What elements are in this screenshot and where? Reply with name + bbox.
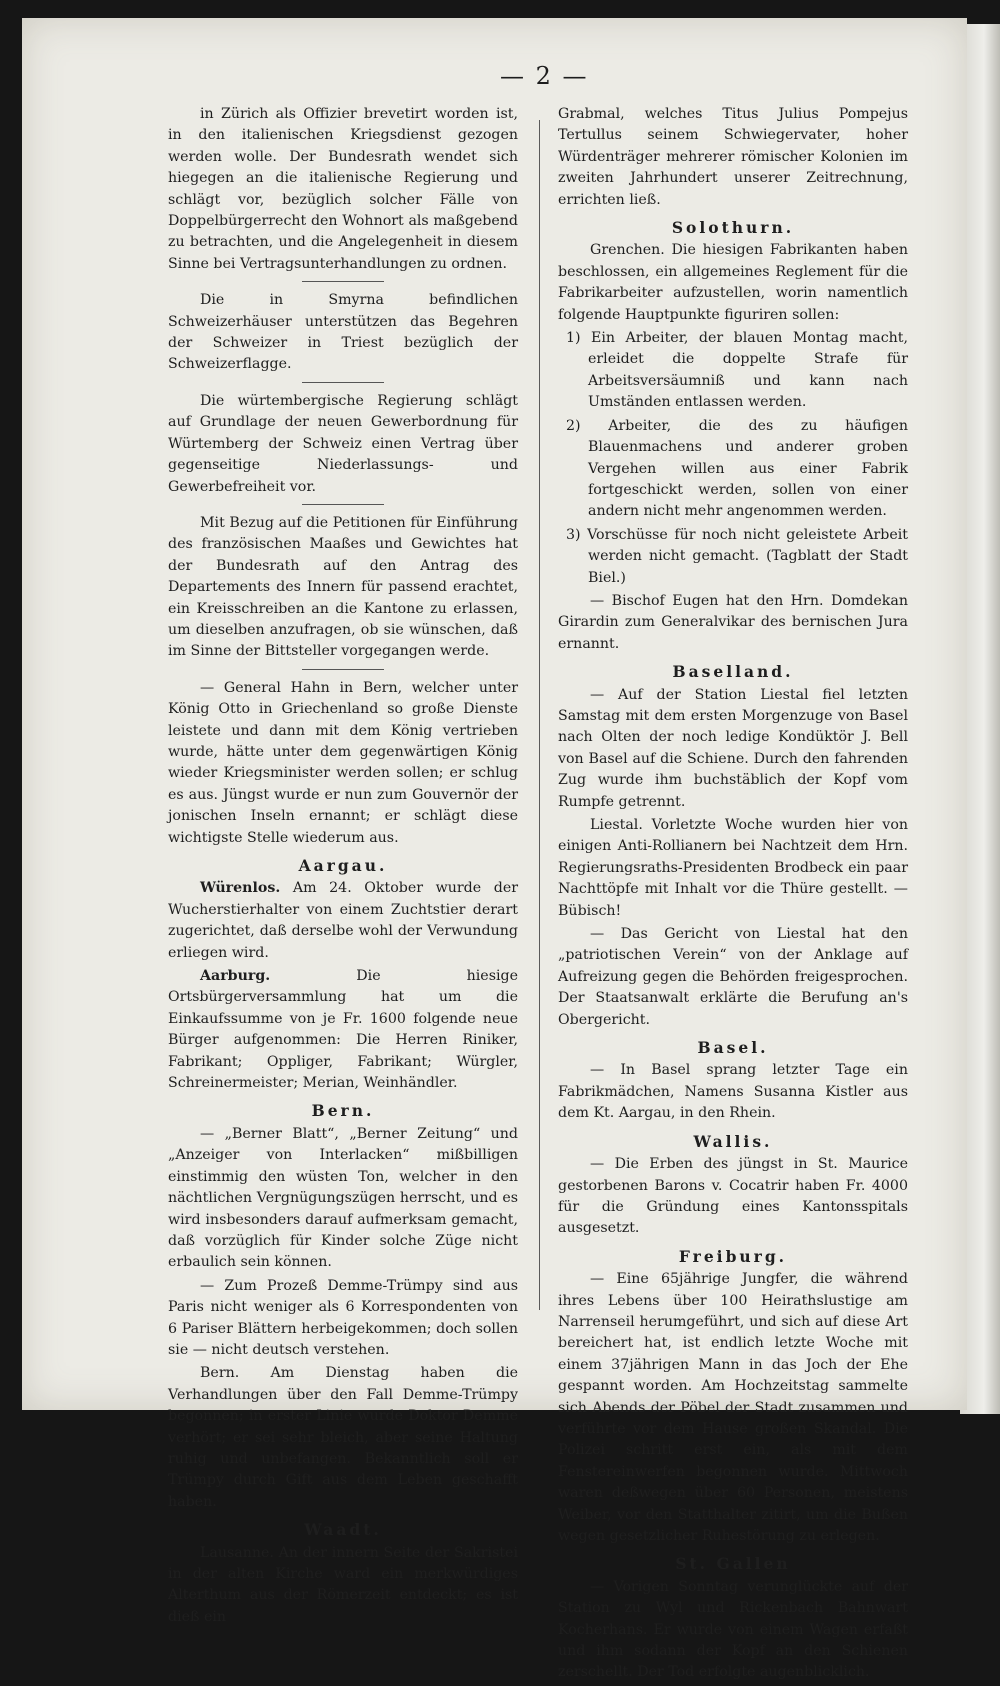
section-separator [302,504,384,505]
article-paragraph: Lausanne. An der innern Seite der Sakristei in der alten Kirche ward ein merkwürdiges Alterthum aus der Römerzeit entdeckt; es ist dieß ein [168,1544,518,1625]
article-paragraph: — Auf der Station Liestal fiel letzten Samstag mit dem ersten Morgenzuge von Basel nach Olten der noch ledige Kondüktör J. Bell von Basel auf die Schiene. Durch den fahrenden Zug wurde ihm buchstäblich der Kopf vom Rumpfe getrennt. [558,686,908,810]
article-paragraph [168,878,518,964]
dateline: Aarburg. [200,968,271,985]
article-paragraph [168,966,518,1094]
article-paragraph: in Zürich als Offizier brevetirt worden ist, in den italienischen Kriegsdienst gezogen werden wolle. Der Bundesrath wendet sich hiegegen an die italienische Regierung und schlägt vor, bezüglich solcher Fälle von Doppelbürgerrecht den Wohnort als maßgebend zu betrachten, und die Angelegenheit in diesem Sinne bei Vertragsunterhandlungen zu ordnen. [168,106,518,272]
article-paragraph: — Die Erben des jüngst in St. Maurice gestorbenen Barons v. Cocatrir haben Fr. 4000 für die Gründung eines Kantonsspitals ausgesetzt. [558,1156,908,1237]
article-text: Die hiesige Ortsbürgerversammlung hat um die Einkaufssumme von je Fr. 1600 folgende neue Bürger aufgenommen: Die Herren Riniker, Fabrikant; Oppliger, Fabrikant; Würgler, Schreinermeister; Merian, Weinhändler. [168,968,518,1092]
article-paragraph: Die würtembergische Regierung schlägt auf Grundlage der neuen Gewerbordnung für Würtemberg der Schweiz einen Vertrag über gegenseitige Niederlassungs- und Gewerbefreiheit vor. [168,392,518,495]
list-item: 1) Ein Arbeiter, der blauen Montag macht, erleidet die doppelte Strafe für Arbeitsversäumniß und kann nach Umständen entlassen werden. [566,330,908,411]
article-paragraph: — Eine 65jährige Jungfer, die während ihres Lebens über 100 Heirathslustige am Narrenseil herumgeführt, und sich auf diese Art bereichert hat, ist endlich letzte Woche mit einem 37jährigen Mann in das Joch der Ehe gespannt worden. Am Hochzeitstag sammelte sich Abends der Pöbel der Stadt zusammen und verführte vor dem Hause großen Skandal. Die Polizei schritt erst ein, als mit dem Fenstereinwerfen begonnen wurde. Mittwoch waren deßwegen über 60 Personen, meistens Weiber, vor den Statthalter zitirt, um die Bußen wegen gesetzlicher Ruhestörung zu erlegen. [558,1271,908,1544]
section-heading: Freiburg. [678,1246,788,1266]
section-heading: Wallis. [693,1131,773,1151]
section-separator [302,281,384,282]
article-text: Am 24. Oktober wurde der Wucherstierhalter von einem Zuchtstier derart zugerichtet, daß derselbe wohl der Verwundung erliegen wird. [168,880,518,961]
dateline: Würenlos. [200,880,281,897]
section-heading: Bern. [311,1101,375,1121]
article-paragraph: Grabmal, welches Titus Julius Pompejus Tertullus seinem Schwiegervater, hoher Würdenträger mehrerer römischer Kolonien im zweiten Jahrhundert unserer Zeitrechnung, errichten ließ. [558,106,908,208]
page-number: — 2 — [500,62,589,90]
article-paragraph: — Das Gericht von Liestal hat den „patriotischen Verein“ von der Anklage auf Aufreizung gegen die Behörden freigesprochen. Der Staatsanwalt erklärte die Berufung an's Obergericht. [558,926,908,1028]
section-heading: Baselland. [672,662,794,682]
article-paragraph: Mit Bezug auf die Petitionen für Einführung des französischen Maaßes und Gewichtes hat der Bundesrath auf den Antrag des Departements des Innern für passend erachtet, ein Kreisschreiben an die Kantone zu erlassen, um dieselben anzufragen, ob sie wünschen, daß im Sinne der Bittsteller vorgegangen werde. [168,514,518,660]
right-column [558,104,908,1686]
list-item: 2) Arbeiter, die des zu häufigen Blauenmachens und anderer groben Vergehen willen aus einer Fabrik fortgeschickt werden, sollen von einer andern nicht mehr angenommen werden. [566,417,908,520]
left-column [168,104,518,1630]
article-paragraph: — Vorigen Sonntag verunglückte auf der Station zu Wyl und Rickenbach Bahnwart Kocherhans. Er wurde von einem Wagen erfaßt und ihm sodann der Kopf an den Schienen zerschellt. Der Tod erfolgte augenblicklich. [558,1578,908,1681]
list-item: 3) Vorschüsse für noch nicht geleistete Arbeit werden nicht gemacht. (Tagblatt der Stadt Biel.) [566,526,908,586]
article-paragraph: Grenchen. Die hiesigen Fabrikanten haben beschlossen, ein allgemeines Reglement für die Fabrikarbeiter aufzustellen, worin namentlich folgende Hauptpunkte figuriren sollen: [558,242,908,323]
article-paragraph: Die in Smyrna befindlichen Schweizerhäuser unterstützen das Begehren der Schweizer in Triest bezüglich der Schweizerflagge. [168,292,518,373]
section-separator [302,669,384,670]
section-heading: Basel. [697,1038,769,1058]
article-paragraph: — In Basel sprang letzter Tage ein Fabrikmädchen, Namens Susanna Kistler aus dem Kt. Aargau, in den Rhein. [558,1062,908,1122]
section-heading: Aargau. [298,856,388,875]
section-heading: St. Gallen [675,1554,791,1574]
column-divider [539,120,540,1310]
section-heading: Solothurn. [671,218,795,238]
article-paragraph: — Zum Prozeß Demme-Trümpy sind aus Paris nicht weniger als 6 Korrespondenten von 6 Pariser Blättern herbeigekommen; doch sollen sie — nicht deutsch verstehen. [168,1277,518,1358]
article-paragraph: Bern. Am Dienstag haben die Verhandlungen über den Fall Demme-Trümpy begonnen; in erster Linie wurde Doktor Demme verhört; er sei sehr bleich, aber seine Haltung ruhig und unbefangen. Bekanntlich soll er Trümpy durch Gift aus dem Leben geschafft haben. [168,1365,518,1510]
article-paragraph: — Bischof Eugen hat den Hrn. Domdekan Girardin zum Generalvikar des bernischen Jura ernannt. [558,592,908,652]
article-paragraph: — General Hahn in Bern, welcher unter König Otto in Griechenland so große Dienste leistete und dann mit dem König vertrieben wurde, hätte unter dem gegenwärtigen König wieder Kriegsminister werden sollen; er schlug es aus. Jüngst wurde er nun zum Gouvernör der jonischen Inseln ernannt; er schlägt diese wichtigste Stelle wiederum aus. [168,679,518,846]
section-separator [302,382,384,383]
section-heading: Waadt. [304,1520,382,1540]
article-paragraph: — „Berner Blatt“, „Berner Zeitung“ und „Anzeiger von Interlacken“ mißbilligen einstimmig den wüsten Ton, welcher in den nächtlichen Vergnügungszügen herrscht, und es wird insbesonders darauf aufmerksam gemacht, daß vorzüglich für Kinder solche Züge nicht erbaulich sein können. [168,1125,518,1271]
article-paragraph: Liestal. Vorletzte Woche wurden hier von einigen Anti-Rollianern bei Nachtzeit dem Hrn. Regierungsraths-Presidenten Brodbeck ein paar Nachttöpfe mit Inhalt vor die Thüre gestellt. — Bübisch! [558,817,908,919]
